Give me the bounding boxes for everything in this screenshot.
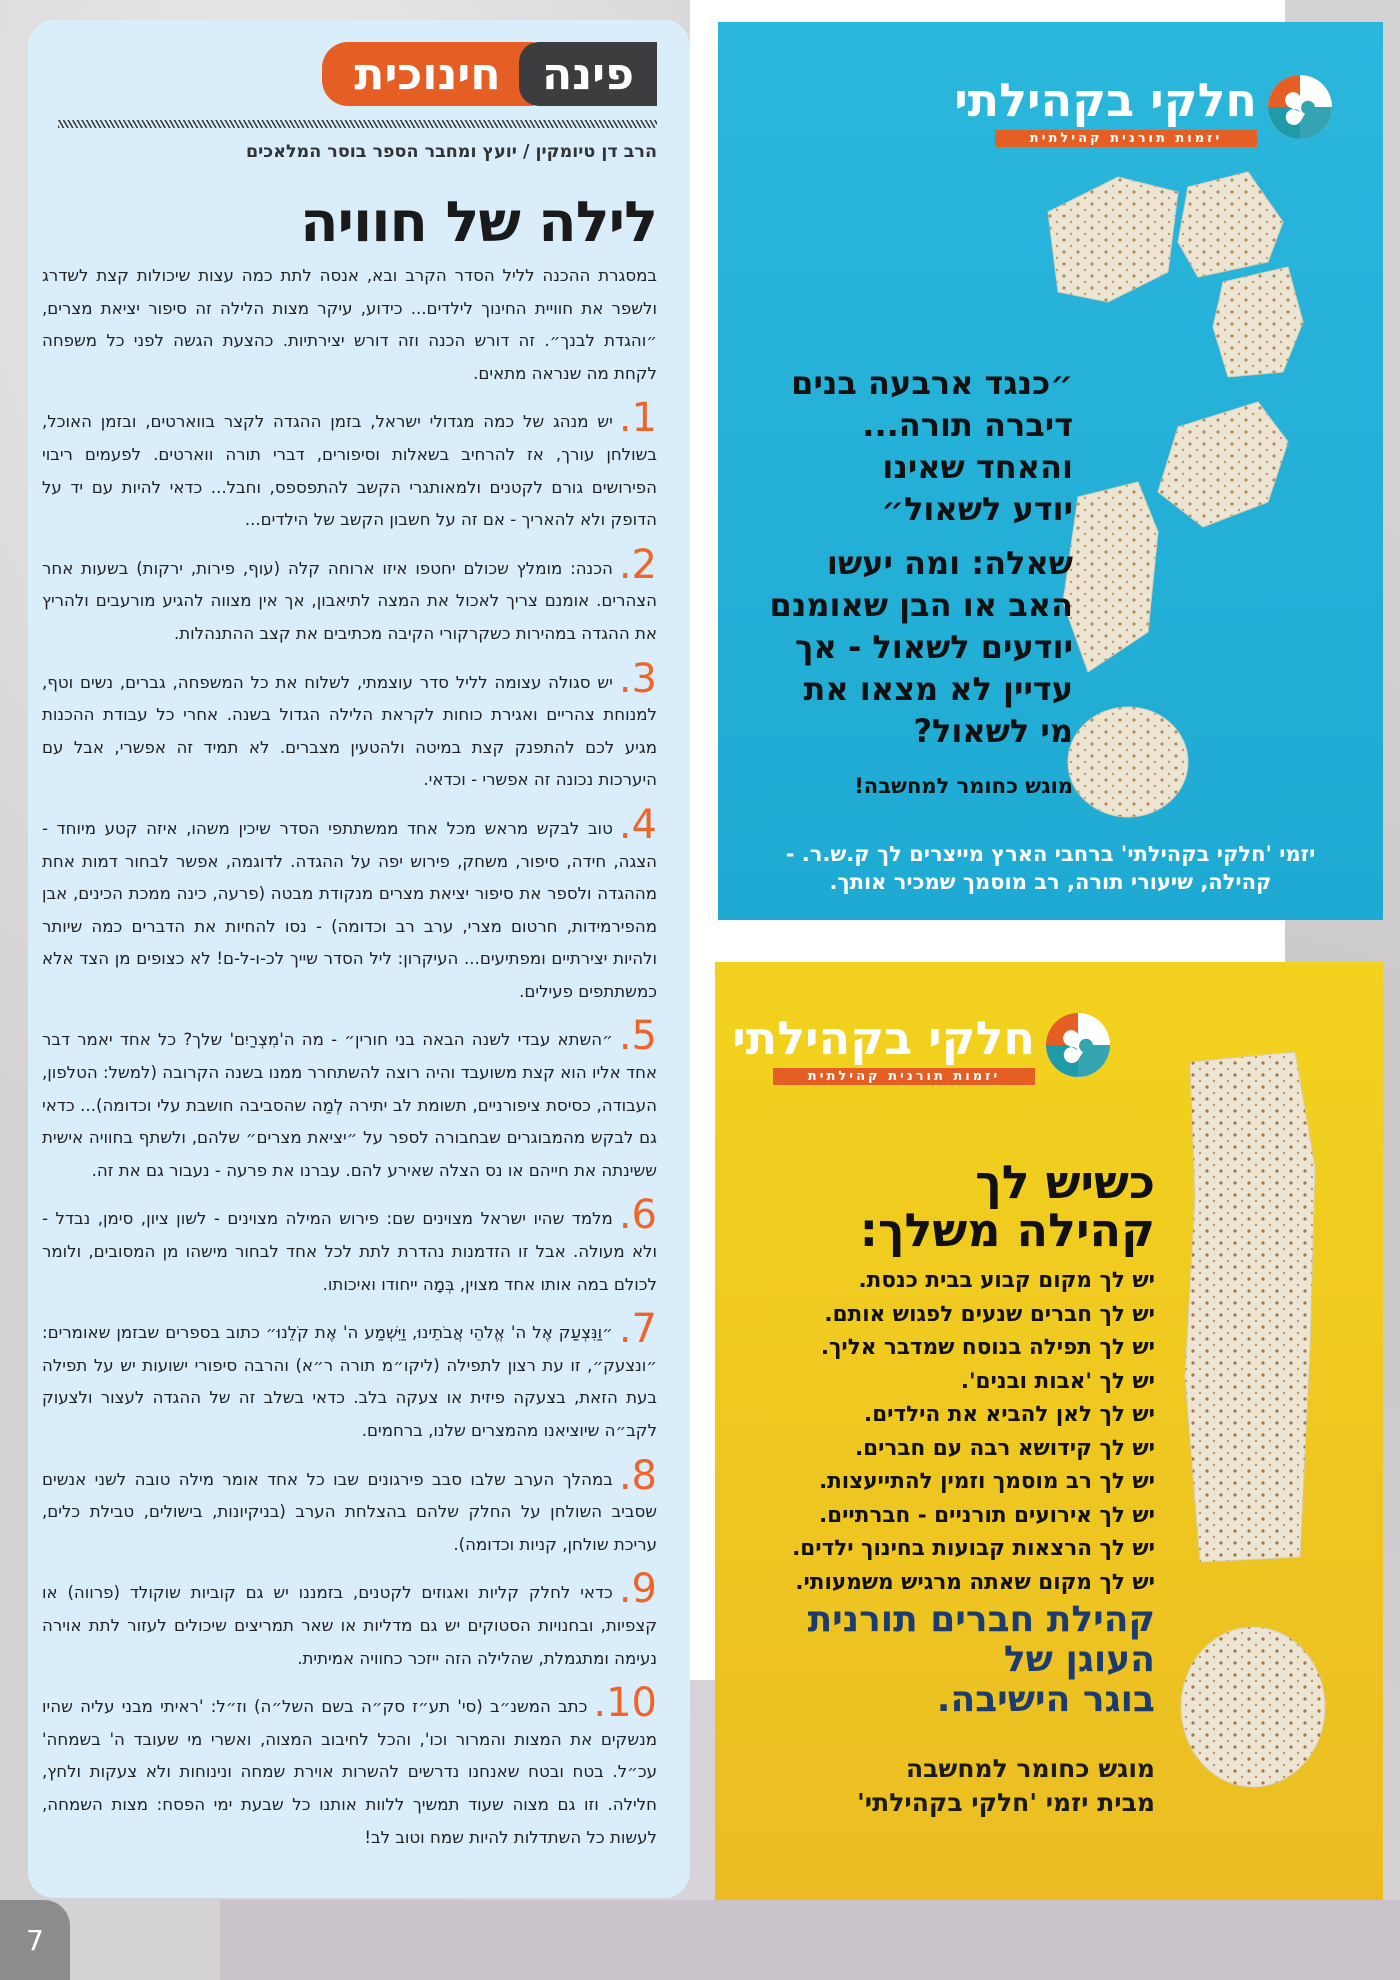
tip-item [42, 1566, 657, 1675]
logo [732, 1010, 1113, 1085]
question-line: עדיין לא מצאו את [803, 670, 1073, 708]
logo-subtitle: יזמות תורנית קהילתית [773, 1068, 1035, 1085]
tip-text: הכנה: מומלץ שכולם יחטפו איזו ארוחה קלה (עוף, פירות, ירקות) בשעות אחר הצהרים. אומנם צריך לאכול את המצה לתיאבון, אך אין מצווה להגיע מורעבים ולהריץ את ההגדה במהירות כשקרקורי הקיבה מכתיבים את קצב ההתנהלות. [42, 558, 657, 643]
tip-number: . 6 [619, 1201, 657, 1229]
tip-number: . 8 [619, 1462, 657, 1490]
puzzle-logo-icon [1043, 1010, 1113, 1080]
question-line: האב או הבן שאומנם [769, 586, 1073, 624]
tip-item [42, 801, 657, 1009]
tip-number: . 4 [619, 811, 657, 839]
tip-item [42, 1680, 657, 1854]
headline [859, 1155, 1155, 1257]
footer-line: קהילה, שיעורי תורה, רב מוסמך שמכיר אותך. [829, 870, 1272, 894]
tip-text: מלמד שהיו ישראל מצוינים שם: פירוש המילה מצוינים - לשון ציון, סימן, נבדל - ולא מעולה. אבל זו הזדמנות נהדרת לתת לכל אחד לבחור מישהו מן המסובים, ולומר לכולם במה אותו אחד מצוין, בְּמָה ייחודו ואיכותו. [42, 1209, 657, 1294]
tip-item [42, 655, 657, 797]
quote-block [791, 362, 1073, 530]
benefit-item: יש לך 'אבות ובנים'. [960, 1368, 1155, 1394]
benefit-item: יש לך רב מוסמך וזמין להתייעצות. [818, 1469, 1155, 1494]
tip-item [42, 1306, 657, 1447]
background-strip [220, 1900, 1400, 1980]
page-number: 7 [0, 1900, 70, 1980]
tip-number: . 10 [593, 1689, 657, 1717]
blue-heading [808, 1600, 1155, 1720]
quote-line: דיברה תורה... [862, 406, 1073, 444]
benefit-item: יש לך אירועים תורניים - חברתיים. [818, 1502, 1155, 1528]
quote-line: והאחד שאינו [882, 448, 1073, 486]
blue-heading-line: קהילת חברים תורנית [807, 1599, 1155, 1640]
question-line: יודעים לשאול - אך [795, 628, 1073, 666]
tip-item [42, 1192, 657, 1301]
article-panel [28, 20, 690, 1898]
tip-number: . 1 [619, 404, 657, 432]
tip-number: . 2 [619, 551, 657, 579]
tip-item [42, 541, 657, 651]
ad-blue [718, 22, 1383, 920]
tip-number: . 9 [619, 1575, 657, 1603]
intro-paragraph: במסגרת ההכנה לליל הסדר הקרב ובא, אנסה לתת כמה עצות שיכולות קצת לשדרג ולשפר את חוויית החינוך לילדים... כידוע, עיקר מצות הלילה זה סיפור יציאת מצרים, ״והגדת לבנך״. זה דורש הכנה וזה דורש יצירתיות. כהצעת הגשה לפני כל משפחה לקחת מה שנראה מתאים. [42, 266, 657, 383]
tip-item [42, 395, 657, 536]
section-tag [322, 42, 657, 106]
ad-footer [718, 840, 1383, 896]
tagline: מוגש כחומר למחשבה! [854, 774, 1073, 798]
article-title: לילה של חוויה [300, 190, 657, 255]
footer-line: מבית יזמי 'חלקי בקהילתי' [857, 1788, 1155, 1817]
tip-text: יש מנהג של כמה מגדולי ישראל, בזמן ההגדה לקצר בווארטים, ובזמן האוכל, בשולחן עורך, אז להרחיב בשאלות וסיפורים, דברי תורה ווארטים. לפעמים ריבוי הפירושים גורם לקטנים ולמאותגרי הקשב להתפספס, וחבל... כדאי להיות עם יד על הדופק ולא להאריך - אם זה על חשבון הקשב של הילדים... [42, 412, 657, 530]
tips-list [42, 395, 657, 1854]
quote-line: יודע לשאול״ [881, 490, 1073, 528]
question-line: שאלה: ומה יעשו [826, 544, 1073, 582]
benefit-item: יש לך קידושא רבה עם חברים. [854, 1435, 1155, 1461]
question-block [770, 542, 1073, 752]
matzah-exclamation-image [1175, 1047, 1355, 1807]
tip-text: ״השתא עבדי לשנה הבאה בני חורין״ - מה ה'מִצְרַיִם' שלך? כל אחד יאמר דבר אחד אליו הוא קצת משועבד והיה רוצה להשתחרר ממנו בשנה הקרובה (למשל: הטלפון, העבודה, כסיסת ציפורניים, תשומת לב יתירה לְמַה שהסביבה חושבת עלי וכדומה)... כדאי גם לבקש מהמבוגרים שבחבורה לספר על ״יציאת מצרים״ שלהם, ולשתף בחוויה אישית ששינתה את חייהם או נס הצלה שאירע להם. עברנו את פרעה - נעבור גם את זה. [42, 1030, 657, 1180]
byline: הרב דן טיומקין / יועץ ומחבר הספר בוסר המלאכים [245, 142, 657, 162]
tip-text: כתב המשנ״ב (סי' תע״ז סק״ה בשם השל״ה) וז״ל: 'ראיתי מבני עליה שהיו מנשקים את המצות והמרור וכו', והכל לחיבוב המצוה, ואשרי מי שעובד ה' בשמחה' עכ״ל. בטח ובטח שאנחנו נדרשים להשרות אוירת שמחה ונינוחות ולא צעקות ולחץ, חלילה. וזו גם מצוה שעוד תמשיך ללוות אותנו כל שבעת ימי הפסח: מצות השמחה, לעשות כל השתדלות להיות שמח וטוב לב! [42, 1697, 657, 1847]
logo-title: חלקי בקהילתי [954, 73, 1257, 127]
headline-line: קהילה משלך: [859, 1203, 1155, 1257]
tip-text: במהלך הערב שלבו סבב פירגונים שבו כל אחד אומר מילה טובה לשני אנשים שסביב השולחן על החלק שלהם בהצלחת הערב (בניקיונות, בישולים, טבילת כלים, עריכת שולחן, קניות וכדומה). [42, 1469, 657, 1554]
tip-item [42, 1452, 657, 1562]
blue-heading-line: בוגר הישיבה. [936, 1679, 1155, 1720]
puzzle-logo-icon [1265, 72, 1335, 142]
question-line: מי לשאול? [913, 712, 1073, 750]
tip-text: כדאי לחלק קליות ואגוזים לקטנים, בזמננו יש גם קוביות שוקולד (פרווה) או קצפיות, ובחנויות הסטוקים יש גם מדליות או שאר תמריצים שיכולים לעזור לתת אוירה נעימה ומתגמלת, שהלילה הזה ייזכר כחוויה אמיתית. [42, 1583, 657, 1668]
benefit-item: יש לך לאן להביא את הילדים. [864, 1402, 1155, 1427]
tip-text: יש סגולה עצומה לליל סדר עוצמתי, לשלוח את כל המשפחה, גברים, נשים וטף, למנוחת צהריים ואגירת כוחות לקראת הלילה הגדול בשנה. אחרי כל עבודת ההכנות מגיע לכם להתפנק קצת במיטה ולהטעין מצברים. לא תמיד זה אפשרי, אבל עם היערכות נכונה זה אפשרי - וכדאי. [42, 672, 657, 790]
tip-number: . 7 [619, 1315, 657, 1343]
tip-number: . 5 [619, 1022, 657, 1050]
headline-line: כשיש לך [975, 1155, 1155, 1209]
benefit-item: יש לך הרצאות קבועות בחינוך ילדים. [792, 1536, 1155, 1561]
footer-line: מוגש כחומר למחשבה [905, 1754, 1155, 1783]
ad-yellow [715, 962, 1383, 1900]
hatched-divider [58, 120, 657, 128]
logo [954, 72, 1335, 147]
footer-line: יזמי 'חלקי בקהילתי' ברחבי הארץ מייצרים לך ק.ש.ר. - [785, 842, 1316, 866]
logo-subtitle: יזמות תורנית קהילתית [995, 130, 1257, 147]
tip-item [42, 1013, 657, 1187]
tip-text: טוב לבקש מראש מכל אחד ממשתתפי הסדר שיכין משהו, איזה קטע מיוחד - הצגה, חידה, סיפור, משחק, פירוש יפה על ההגדה. לדוגמה, אפשר לבחור דמות אחת מההגדה ולספר את סיפור יציאת מצרים מנקודת מבטה (פרעה, כינה ממכת הכינים, אבן מהפירמידות, חרטום מצרי, ערב רב וכדומה) - נסו להחיות את הדברים כמה שיותר ולהיות יצירתיים ומפתיעים... העיקרון: ליל הסדר שייך לכ-ו-ל-ם! לא כצופים מן הצד אלא כמשתתפים פעילים. [42, 818, 657, 1001]
benefit-item: יש לך מקום שאתה מרגיש משמעותי. [795, 1569, 1155, 1595]
benefit-item: יש לך תפילה בנוסח שמדבר אליך. [820, 1335, 1155, 1360]
section-tag-dark: פינה [519, 42, 657, 106]
tip-text: ״וַנִּצְעַק אֶל ה' אֱלֹהֵי אֲבֹתֵינוּ, וַיִּשְׁמַע ה' אֶת קֹלֵנוּ״ כתוב בספרים שבזמן שאומרים: ״ונצעק״, זו עת רצון לתפילה (ליקו״מ תורה ר״א) והרבה סיפורי ישועות יש על תפילה בעת הזאת, בצעקה פיזית או צעקה בלב. כדאי בשלב זה של ההגדה לעצור ולצעוק לקב״ה שיוציאנו מהמצרים שלנו, ברחמים. [42, 1323, 657, 1440]
benefit-item: יש לך חברים שנעים לפגוש אותם. [824, 1301, 1155, 1327]
tip-number: . 3 [619, 665, 657, 693]
benefits-list [792, 1264, 1155, 1599]
section-tag-orange: חינוכית [322, 42, 533, 106]
benefit-item: יש לך מקום קבוע בבית כנסת. [858, 1268, 1155, 1293]
blue-heading-line: העוגן של [1003, 1639, 1155, 1680]
quote-line: ״כנגד ארבעה בנים [791, 364, 1073, 402]
ad-footer [857, 1752, 1155, 1820]
logo-title: חלקי בקהילתי [732, 1011, 1035, 1065]
article-body [42, 260, 657, 1868]
